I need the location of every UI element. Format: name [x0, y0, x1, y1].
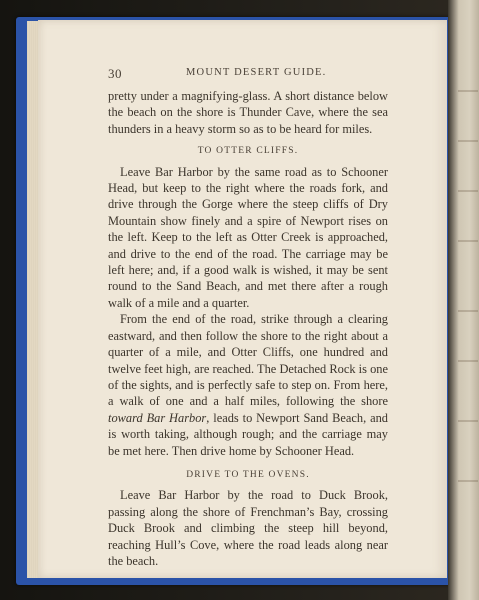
bleed-through-mark: [458, 240, 478, 242]
paragraph-otter-cliffs-walk: [108, 311, 388, 459]
section-heading-ovens: DRIVE TO THE OVENS.: [186, 469, 310, 480]
page-number: 30: [108, 66, 122, 81]
bleed-through-mark: [458, 360, 478, 362]
italic-phrase: toward Bar Harbor: [108, 410, 207, 425]
paragraph-otter-cliffs-route: Leave Bar Harbor by the same road as to Schooner Head, but keep to the right where the roads fork, and drive through the Gorge where the steep cliffs of Dry Mountain show finely and a spire of Newport rises on the left. Keep to the left as Otter Creek is approached, and drive to the end of the road. The carriage may be left here; and, if a good walk is wished, it may be sent round to the Sand Beach, and met there after a rough walk of a mile and a quarter.: [108, 164, 388, 310]
paragraph-text: From the end of the road, strike through a clearing eastward, and then follow the shore to the right about a quarter of a mile, and Otter Cliffs, one hundred and twelve feet high, are reached. The Detached Rock is one of the sights, and is perfectly safe to step on. From here, a walk of one and a half miles, following the shore: [108, 312, 388, 409]
bleed-through-mark: [458, 420, 478, 422]
bleed-through-mark: [458, 90, 478, 92]
bleed-through-mark: [458, 140, 478, 142]
facing-page-edge: [448, 0, 479, 600]
section-heading-otter-cliffs: TO OTTER CLIFFS.: [197, 146, 299, 157]
paragraph-text: , leads to Newport Sand Beach, and is worth taking, although rough; and the carriage may be met here. Then drive home by Schooner Head.: [108, 410, 388, 458]
bleed-through-mark: [458, 480, 478, 482]
page-body: [108, 88, 388, 569]
bleed-through-mark: [458, 190, 478, 192]
paragraph-ovens-route: Leave Bar Harbor by the road to Duck Brook, passing along the shore of Frenchman’s Bay, crossing Duck Brook and climbing the steep hill beyond, reaching Hull’s Cove, where the road leads along near the beach.: [108, 488, 388, 568]
running-title: MOUNT DESERT GUIDE.: [186, 67, 327, 78]
continued-paragraph: pretty under a magnifying-glass. A short distance below the beach on the shore is Thunder Cave, where the sea thunders in a heavy storm so as to be heard for miles.: [108, 89, 388, 136]
bleed-through-mark: [458, 310, 478, 312]
